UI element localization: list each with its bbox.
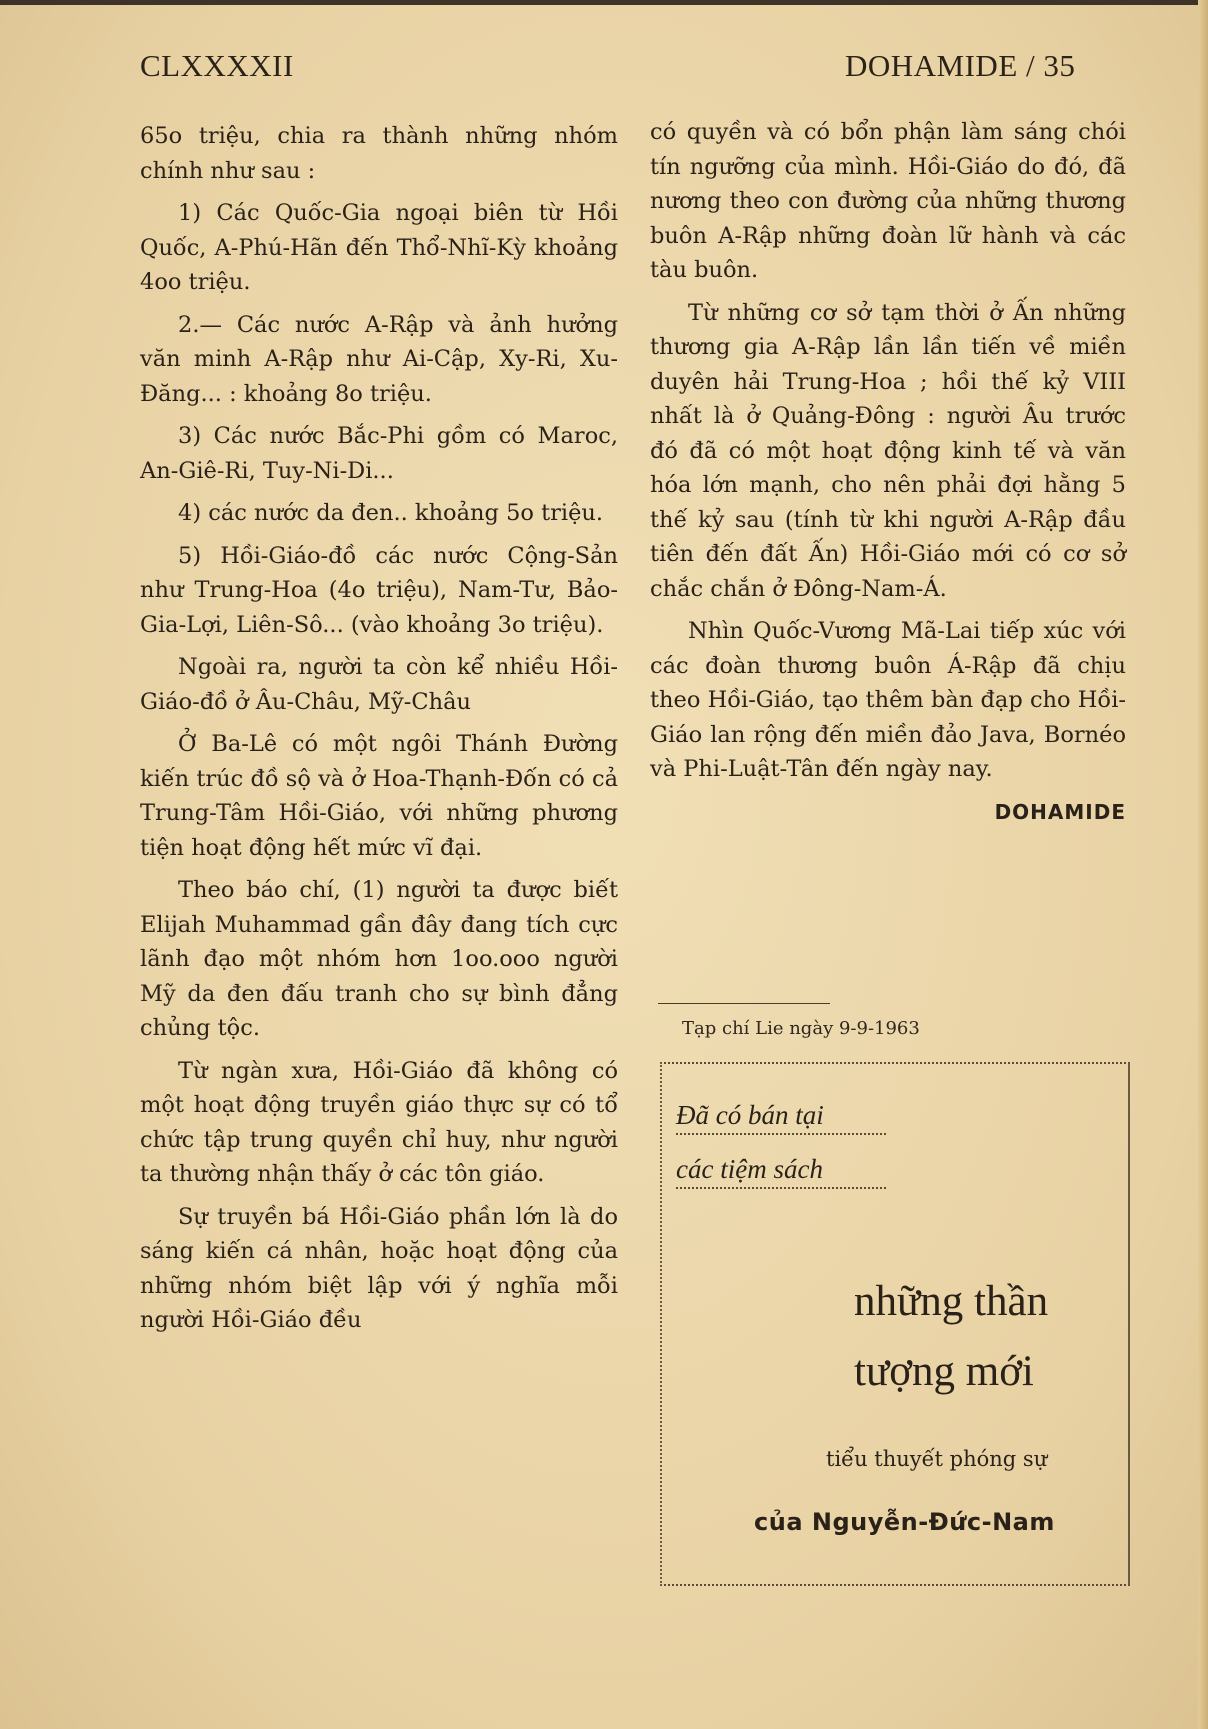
- list-item: 5) Hồi-Giáo-đồ các nước Cộng-Sản như Trung-Hoa (4o triệu), Nam-Tư, Bảo-Gia-Lợi, Liên-Sô... (vào khoảng 3o triệu).: [140, 542, 618, 638]
- author-signature: DOHAMIDE: [994, 799, 1126, 824]
- list-item: 2.— Các nước A-Rập và ảnh hưởng văn minh A-Rập như Ai-Cập, Xy-Ri, Xu-Đăng... : khoảng 8o triệu.: [140, 311, 618, 407]
- footnote-divider: [658, 1003, 830, 1004]
- book-author: của Nguyễn-Đức-Nam: [754, 1508, 1055, 1536]
- page-right-edge: [1198, 0, 1208, 1729]
- book-title-line: tượng mới: [854, 1348, 1034, 1395]
- paragraph: 65o triệu, chia ra thành những nhóm chính như sau :: [140, 123, 618, 184]
- right-column: [650, 115, 1126, 829]
- paragraph: Từ ngàn xưa, Hồi-Giáo đã không có một hoạt động truyền giáo thực sự có tổ chức tập trung quyền chỉ huy, như người ta thường nhận thấy ở các tôn giáo.: [140, 1057, 618, 1187]
- paragraph: Từ những cơ sở tạm thời ở Ấn những thương gia A-Rập lần lần tiến về miền duyên hải Trung-Hoa ; hồi thế kỷ VIII nhất là ở Quảng-Đông : người Âu trước đó đã có một hoạt động kinh tế và văn hóa lớn mạnh, cho nên phải đợi hằng 5 thế kỷ sau (tính từ khi người A-Rập đầu tiên đến đất Ấn) Hồi-Giáo mới có cơ sở chắc chắn ở Đông-Nam-Á.: [650, 299, 1126, 602]
- paragraph: Theo báo chí, (1) người ta được biết Elijah Muhammad gần đây đang tích cực lãnh đạo một nhóm hơn 1oo.ooo người Mỹ da đen đấu tranh cho sự bình đẳng chủng tộc.: [140, 877, 618, 1041]
- list-item: 1) Các Quốc-Gia ngoại biên từ Hồi Quốc, A-Phú-Hãn đến Thổ-Nhĩ-Kỳ khoảng 4oo triệu.: [140, 200, 618, 295]
- left-column: [140, 119, 618, 1346]
- book-genre: tiểu thuyết phóng sự: [826, 1447, 1048, 1471]
- list-item: 3) Các nước Bắc-Phi gồm có Maroc, An-Giê-Ri, Tuy-Ni-Di...: [140, 423, 618, 484]
- ad-availability-line: Đã có bán tại: [676, 1100, 886, 1135]
- book-title-line: những thần: [854, 1278, 1049, 1325]
- book-advertisement: [660, 1062, 1130, 1586]
- paragraph: Ngoài ra, người ta còn kể nhiều Hồi-Giáo-đồ ở Âu-Châu, Mỹ-Châu: [140, 654, 618, 715]
- list-item: 4) các nước da đen.. khoảng 5o triệu.: [178, 500, 604, 526]
- page-header-right: DOHAMIDE / 35: [845, 48, 1076, 83]
- source-note: Tạp chí Lie ngày 9-9-1963: [682, 1018, 920, 1039]
- paragraph: Sự truyền bá Hồi-Giáo phần lớn là do sáng kiến cá nhân, hoặc hoạt động của những nhóm biệt lập với ý nghĩa mỗi người Hồi-Giáo đều: [140, 1203, 618, 1333]
- page-top-edge: [0, 0, 1208, 5]
- paragraph: Nhìn Quốc-Vương Mã-Lai tiếp xúc với các đoàn thương buôn Á-Rập đã chịu theo Hồi-Giáo, tạo thêm bàn đạp cho Hồi-Giáo lan rộng đến miền đảo Java, Bornéo và Phi-Luật-Tân đến ngày nay.: [650, 618, 1126, 782]
- paragraph: Ở Ba-Lê có một ngôi Thánh Đường kiến trúc đồ sộ và ở Hoa-Thạnh-Đốn có cả Trung-Tâm Hồi-Giáo, với những phương tiện hoạt động hết mức vĩ đại.: [140, 731, 618, 861]
- ad-availability-line: các tiệm sách: [676, 1154, 886, 1189]
- paragraph: có quyền và có bổn phận làm sáng chói tín ngưỡng của mình. Hồi-Giáo do đó, đã nương theo con đường của những thương buôn A-Rập những đoàn lữ hành và các tàu buôn.: [650, 119, 1126, 283]
- page-header-left: CLXXXXII: [140, 48, 294, 83]
